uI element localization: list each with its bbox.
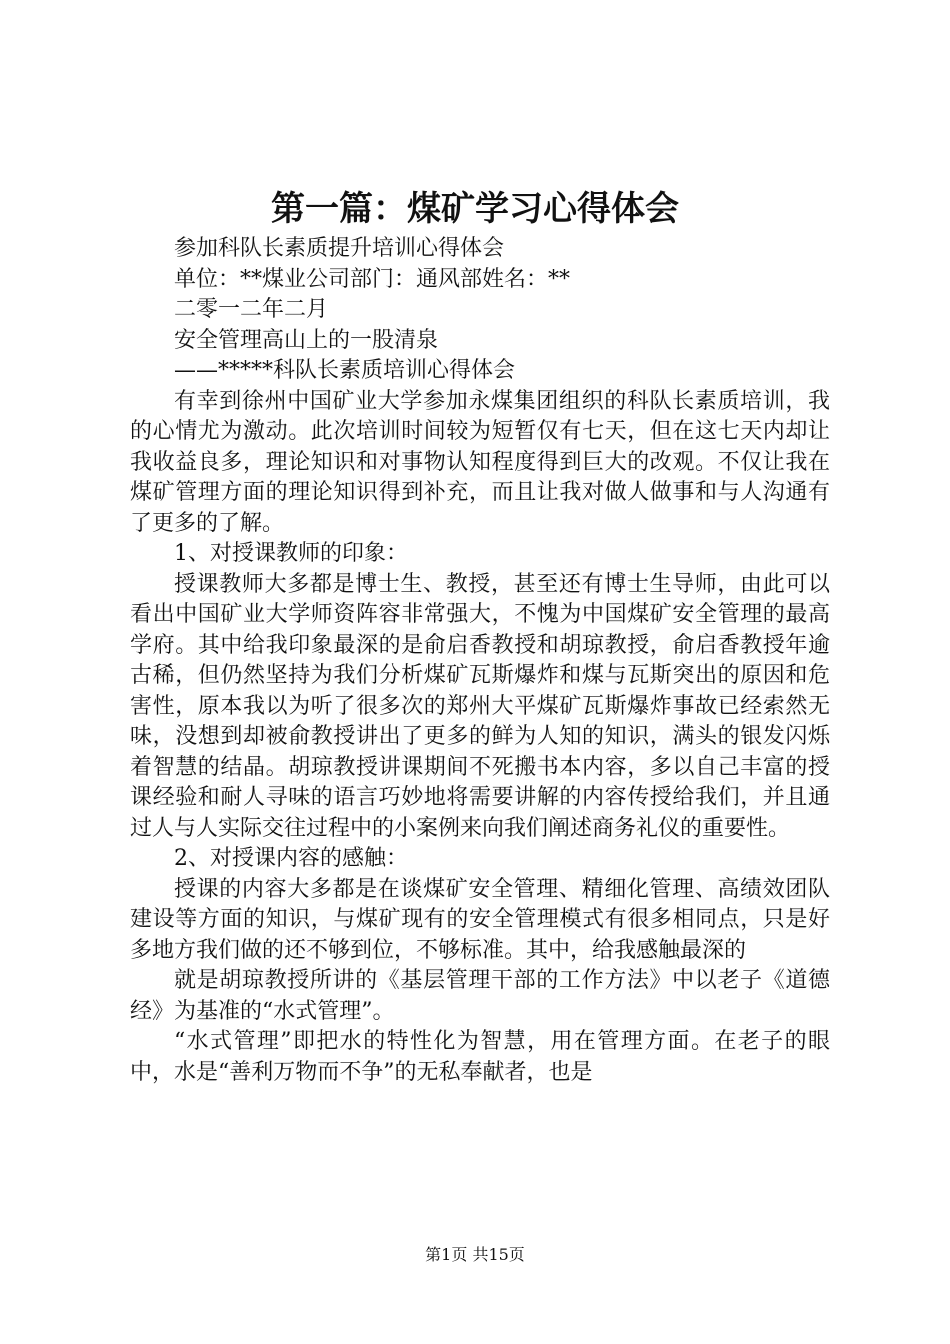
paragraph-water-wisdom: “水式管理”即把水的特性化为智慧，用在管理方面。在老子的眼中，水是“善利万物而不争”的无私奉献者，也是 [130, 1029, 830, 1085]
section-heading-content: 2、对授课内容的感触： [174, 846, 408, 871]
paragraph-teachers: 授课教师大多都是博士生、教授，甚至还有博士生导师，由此可以看出中国矿业大学师资阵容非常强大，不愧为中国煤矿安全管理的最高学府。其中给我印象最深的是俞启香教授和胡琼教授，俞启香教授年逾古稀，但仍然坚持为我们分析煤矿瓦斯爆炸和煤与瓦斯突出的原因和危害性，原本我以为听了很多次的郑州大平煤矿瓦斯爆炸事故已经索然无味，没想到却被俞教授讲出了更多的鲜为人知的知识，满头的银发闪烁着智慧的结晶。胡琼教授讲课期间不死搬书本内容，多以自己丰富的授课经验和耐人寻味的语言巧妙地将需要讲解的内容传授给我们，并且通过人与人实际交往过程中的小案例来向我们阐述商务礼仪的重要性。 [130, 571, 830, 841]
page-number: 第1页 共15页 [425, 1245, 525, 1264]
paragraph-subheading: ——*****科队长素质培训心得体会 [174, 358, 516, 383]
section-heading-teachers: 1、对授课教师的印象： [174, 541, 408, 566]
paragraph-heading: 安全管理高山上的一股清泉 [174, 327, 439, 353]
paragraph-date: 二零一二年二月 [174, 297, 329, 322]
paragraph-water-management: 就是胡琼教授所讲的《基层管理干部的工作方法》中以老子《道德经》为基准的“水式管理”。 [130, 968, 830, 1024]
paragraph-subtitle: 参加科队长素质提升培训心得体会 [174, 236, 505, 261]
document-body [130, 234, 830, 1088]
paragraph-intro: 有幸到徐州中国矿业大学参加永煤集团组织的科队长素质培训，我的心情尤为激动。此次培训时间较为短暂仅有七天，但在这七天内却让我收益良多，理论知识和对事物认知程度得到巨大的改观。不仅让我在煤矿管理方面的理论知识得到补充，而且让我对做人做事和与人沟通有了更多的了解。 [130, 388, 830, 536]
paragraph-content: 授课的内容大多都是在谈煤矿安全管理、精细化管理、高绩效团队建设等方面的知识，与煤矿现有的安全管理模式有很多相同点，只是好多地方我们做的还不够到位，不够标准。其中，给我感触最深的 [130, 876, 830, 963]
paragraph-author-info: 单位：**煤业公司部门：通风部姓名：** [174, 266, 571, 292]
document-title: 第一篇：煤矿学习心得体会 [271, 189, 679, 229]
